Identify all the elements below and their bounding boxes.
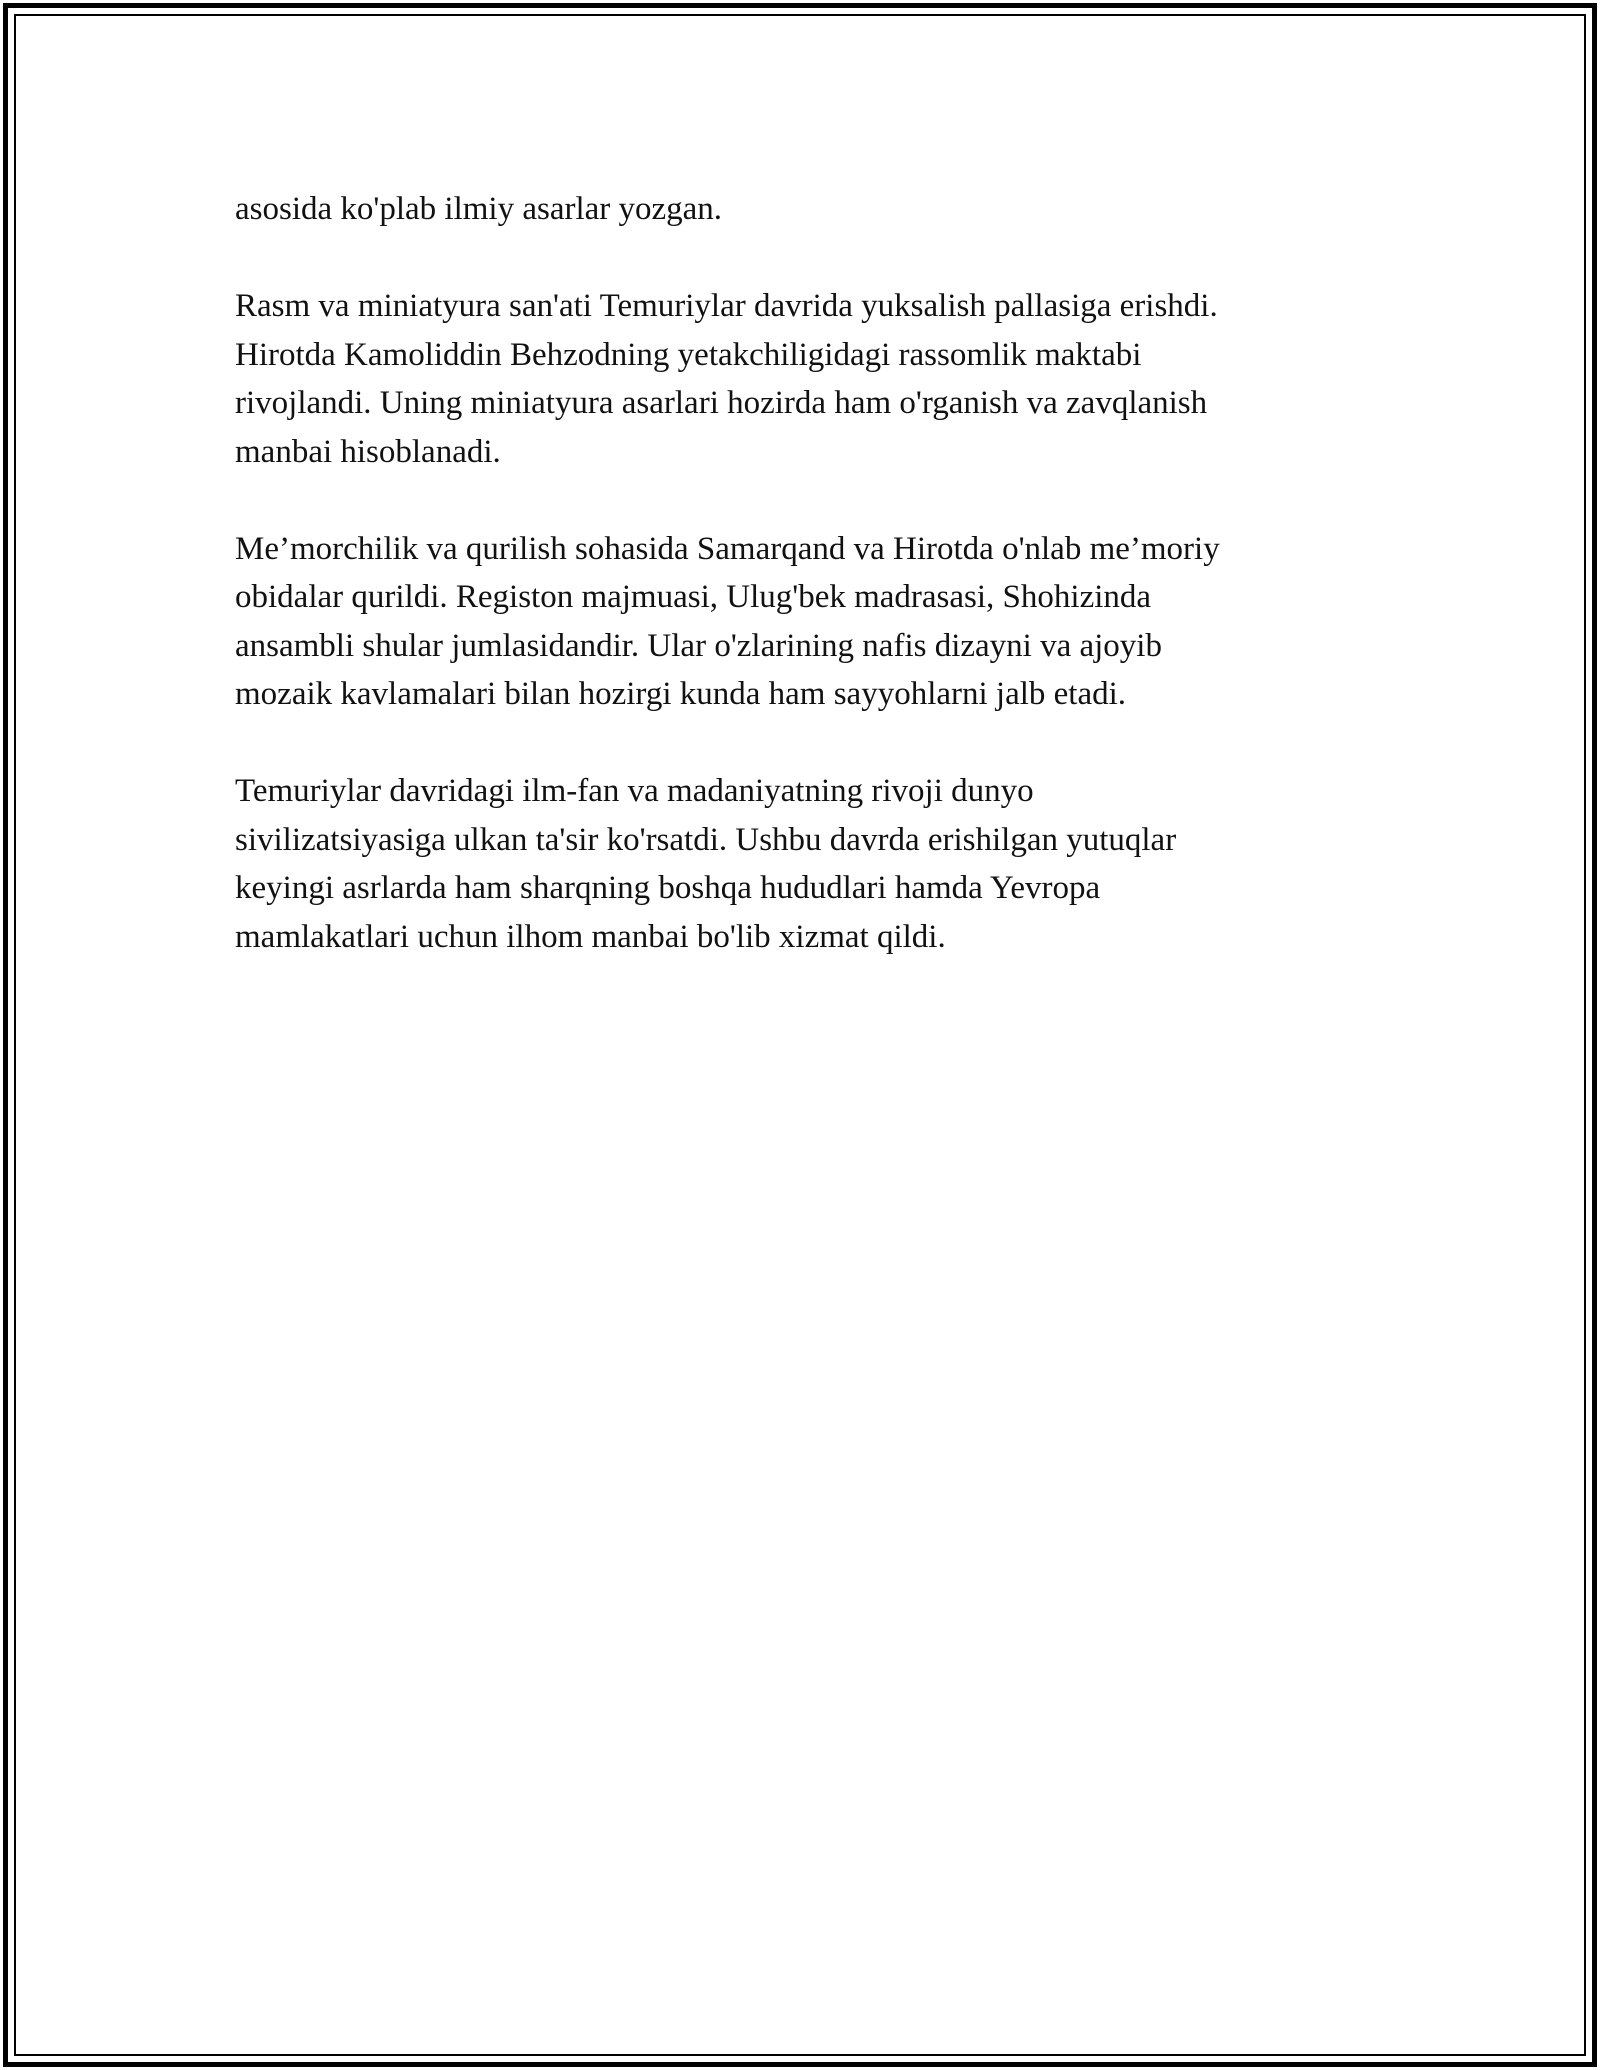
paragraph-legacy [235,767,1365,961]
text-line: asosida ko'plab ilmiy asarlar yozgan. [235,191,723,227]
text-line: obidalar qurildi. Registon majmuasi, Ulug'bek madrasasi, Shohizinda [235,579,1152,615]
paragraph-miniature-art [235,282,1365,476]
text-line: sivilizatsiyasiga ulkan ta'sir ko'rsatdi. Ushbu davrda erishilgan yutuqlar [235,821,1177,858]
text-line: ansambli shular jumlasidandir. Ular o'zlarining nafis dizayni va ajoyib [235,627,1162,664]
text-line: mamlakatlari uchun ilhom manbai bo'lib xizmat qildi. [235,918,946,955]
paragraph-continuation [235,185,1365,234]
paragraph-architecture [235,525,1365,719]
text-line: Temuriylar davridagi ilm-fan va madaniyatning rivoji dunyo [235,773,1034,809]
text-line: manbai hisoblanadi. [235,433,501,470]
text-line: keyingi asrlarda ham sharqning boshqa hududlari hamda Yevropa [235,870,1101,906]
text-line: Rasm va miniatyura san'ati Temuriylar davrida yuksalish pallasiga erishdi. [235,288,1218,324]
text-line: Hirotda Kamoliddin Behzodning yetakchiligidagi rassomlik maktabi [235,336,1142,373]
text-line: rivojlandi. Uning miniatyura asarlari hozirda ham o'rganish va zavqlanish [235,385,1208,421]
text-line: Me’morchilik va qurilish sohasida Samarqand va Hirotda o'nlab me’moriy [235,530,1220,567]
text-line: mozaik kavlamalari bilan hozirgi kunda ham sayyohlarni jalb etadi. [235,676,1127,712]
document-body [235,185,1365,1010]
